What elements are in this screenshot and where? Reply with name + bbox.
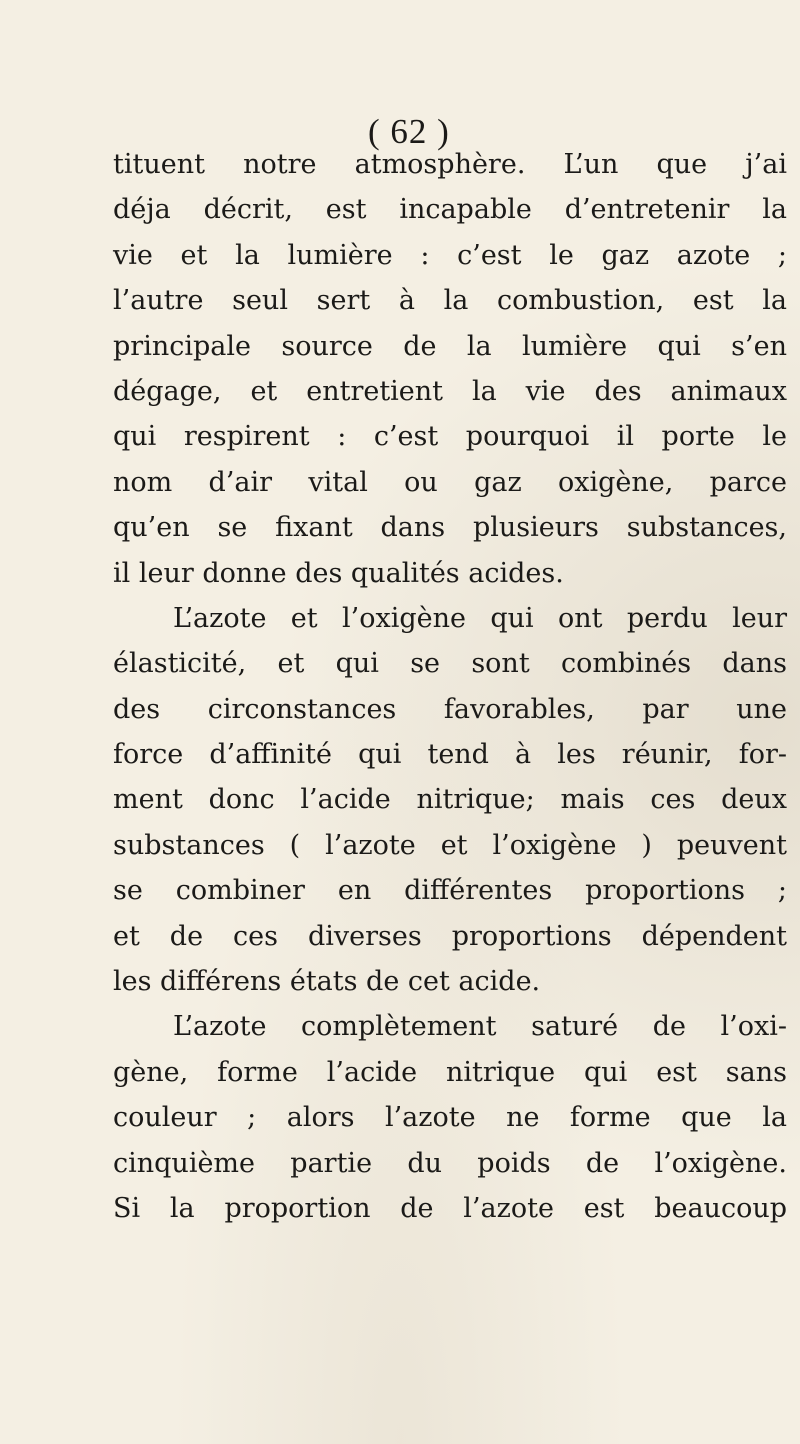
text-line: L’azote complètement saturé de l’oxi- — [173, 1011, 787, 1043]
text-line: nom d’air vital ou gaz oxigène, parce — [113, 466, 787, 498]
text-line: déja décrit, est incapable d’entretenir la — [113, 194, 787, 226]
text-line: gène, forme l’acide nitrique qui est sans — [113, 1056, 787, 1088]
text-line: cinquième partie du poids de l’oxigène. — [113, 1147, 787, 1179]
text-line: se combiner en différentes proportions ; — [113, 875, 787, 907]
text-line: principale source de la lumière qui s’en — [113, 330, 787, 362]
text-line: ment donc l’acide nitrique; mais ces deux — [113, 784, 787, 816]
text-line: qu’en se fixant dans plusieurs substances, — [113, 512, 787, 544]
text-line: substances ( l’azote et l’oxigène ) peuvent — [113, 829, 787, 861]
text-line: les différens états de cet acide. — [113, 966, 541, 998]
text-line: vie et la lumière : c’est le gaz azote ; — [113, 239, 787, 271]
text-line: et de ces diverses proportions dépendent — [113, 920, 787, 952]
text-line: Si la proportion de l’azote est beaucoup — [113, 1192, 787, 1224]
text-line: dégage, et entretient la vie des animaux — [113, 375, 787, 407]
text-line: il leur donne des qualités acides. — [113, 557, 564, 589]
text-line: couleur ; alors l’azote ne forme que la — [113, 1102, 787, 1134]
text-line: force d’affinité qui tend à les réunir, for- — [113, 739, 787, 771]
text-line: qui respirent : c’est pourquoi il porte le — [113, 421, 787, 453]
text-line: des circonstances favorables, par une — [113, 693, 787, 725]
text-line: tituent notre atmosphère. L’un que j’ai — [113, 149, 787, 180]
text-line: l’autre seul sert à la combustion, est la — [113, 285, 787, 317]
text-line: L’azote et l’oxigène qui ont perdu leur — [173, 602, 787, 634]
body-text — [113, 142, 787, 1231]
text-line: élasticité, et qui se sont combinés dans — [113, 648, 787, 680]
page-number: ( 62 ) — [368, 112, 450, 151]
